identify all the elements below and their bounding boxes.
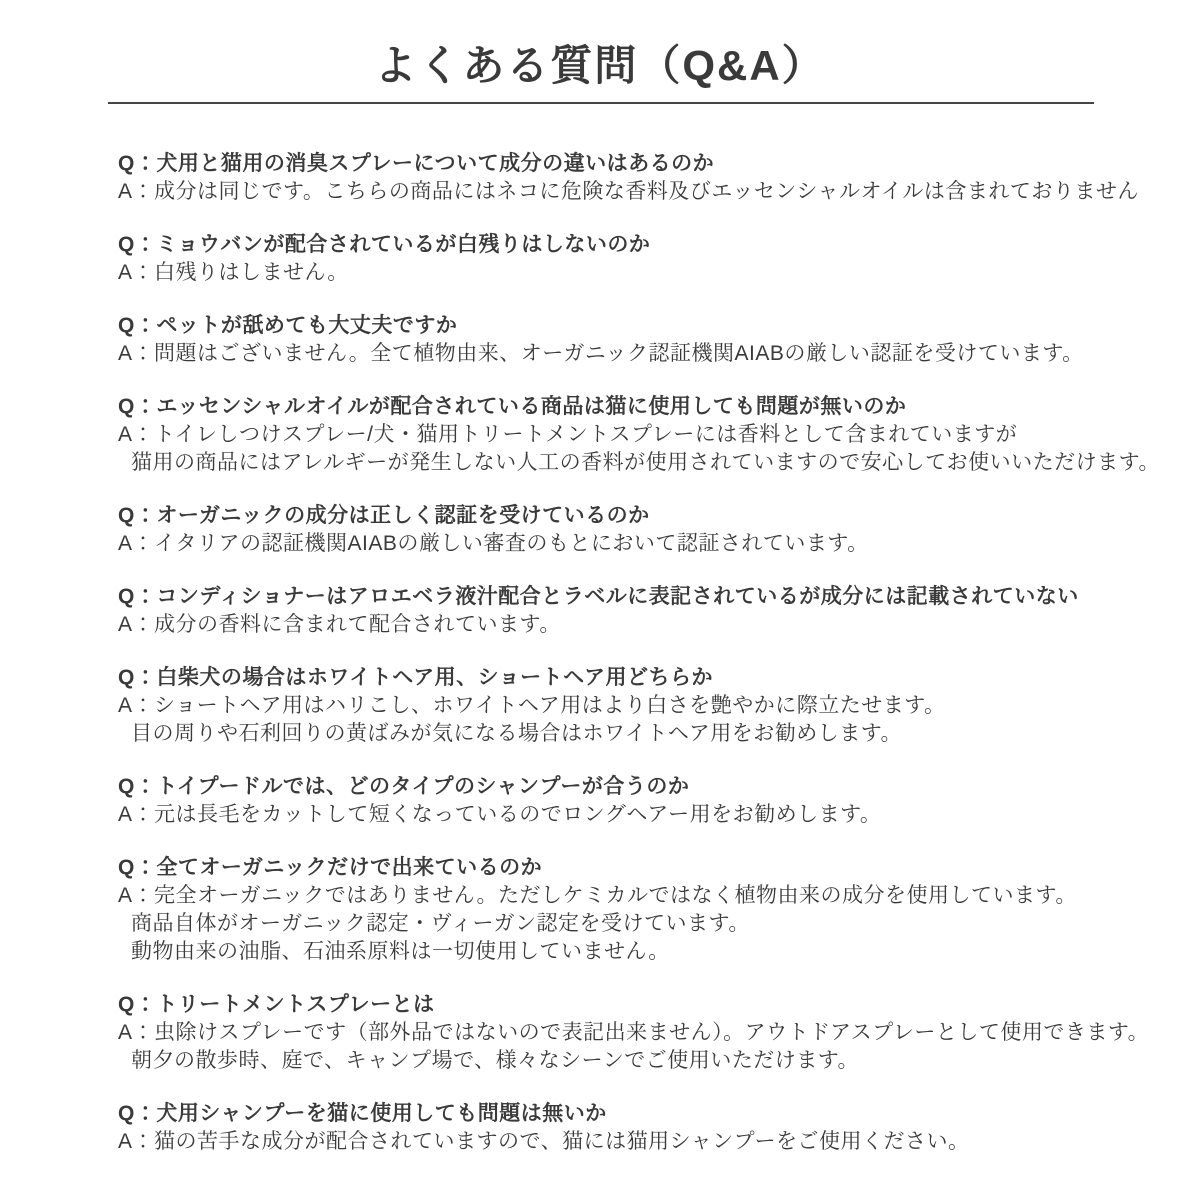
question-line: Q：トイプードルでは、どのタイプのシャンプーが合うのか [118, 775, 690, 799]
page-title: よくある質問（Q&A） [374, 42, 826, 89]
question-line: Q：エッセンシャルオイルが配合されている商品は猫に使用しても問題が無いのか [118, 395, 907, 419]
answer-line: A：白残りはしません。 [118, 261, 349, 285]
answer-line: 猫用の商品にはアレルギーが発生しない人工の香料が使用されていますので安心してお使いいただけます。 [131, 451, 1160, 475]
question-line: Q：オーガニックの成分は正しく認証を受けているのか [118, 504, 650, 528]
qa-item-6 [118, 583, 1160, 639]
answer-line: A：トイレしつけスプレー/犬・猫用トリートメントスプレーには香料として含まれていますが [118, 423, 1018, 447]
qa-item-2 [118, 231, 1160, 287]
faq-list [118, 150, 1160, 1156]
qa-item-10 [118, 991, 1160, 1075]
qa-item-9 [118, 854, 1160, 966]
question-line: Q：犬用シャンプーを猫に使用しても問題は無いか [118, 1102, 607, 1126]
answer-line: A：イタリアの認証機関AIABの厳しい審査のもとにおいて認証されています。 [118, 532, 869, 556]
answer-line: A：成分の香料に含まれて配合されています。 [118, 613, 561, 637]
qa-item-1 [118, 150, 1160, 206]
title-divider [108, 102, 1094, 104]
answer-line: 目の周りや石利回りの黄ばみが気になる場合はホワイトヘア用をお勧めします。 [131, 722, 903, 746]
qa-item-5 [118, 502, 1160, 558]
qa-item-8 [118, 773, 1160, 829]
question-line: Q：コンディショナーはアロエベラ液汁配合とラベルに表記されているが成分には記載されていない [118, 585, 1079, 609]
question-line: Q：犬用と猫用の消臭スプレーについて成分の違いはあるのか [118, 152, 715, 176]
qa-item-4 [118, 393, 1160, 477]
question-line: Q：ミョウバンが配合されているが白残りはしないのか [118, 233, 651, 257]
question-line: Q：トリートメントスプレーとは [118, 993, 435, 1017]
answer-line: 動物由来の油脂、石油系原料は一切使用していません。 [131, 940, 670, 964]
question-line: Q：白柴犬の場合はホワイトヘア用、ショートヘア用どちらか [118, 666, 714, 690]
question-line: Q：ペットが舐めても大丈夫ですか [118, 314, 458, 338]
answer-line: A：猫の苦手な成分が配合されていますので、猫には猫用シャンプーをご使用ください。 [118, 1130, 970, 1154]
qa-item-3 [118, 312, 1160, 368]
answer-line: A：元は長毛をカットして短くなっているのでロングヘアー用をお勧めします。 [118, 803, 882, 827]
question-line: Q：全てオーガニックだけで出来ているのか [118, 856, 543, 880]
answer-line: A：ショートヘア用はハリこし、ホワイトヘア用はより白さを艶やかに際立たせます。 [118, 694, 946, 718]
qa-item-11 [118, 1100, 1160, 1156]
answer-line: A：虫除けスプレーです（部外品ではないので表記出来ません）。アウトドアスプレーとして使用できます。 [118, 1021, 1150, 1045]
answer-line: A：完全オーガニックではありません。ただしケミカルではなく植物由来の成分を使用しています。 [118, 884, 1077, 908]
answer-line: 商品自体がオーガニック認定・ヴィーガン認定を受けています。 [131, 912, 750, 936]
answer-line: A：問題はございません。全て植物由来、オーガニック認証機関AIABの厳しい認証を受けています。 [118, 342, 1084, 366]
qa-item-7 [118, 664, 1160, 748]
answer-line: 朝夕の散歩時、庭で、キャンプ場で、様々なシーンでご使用いただけます。 [131, 1049, 860, 1073]
answer-line: A：成分は同じです。こちらの商品にはネコに危険な香料及びエッセンシャルオイルは含まれておりません [118, 180, 1139, 204]
